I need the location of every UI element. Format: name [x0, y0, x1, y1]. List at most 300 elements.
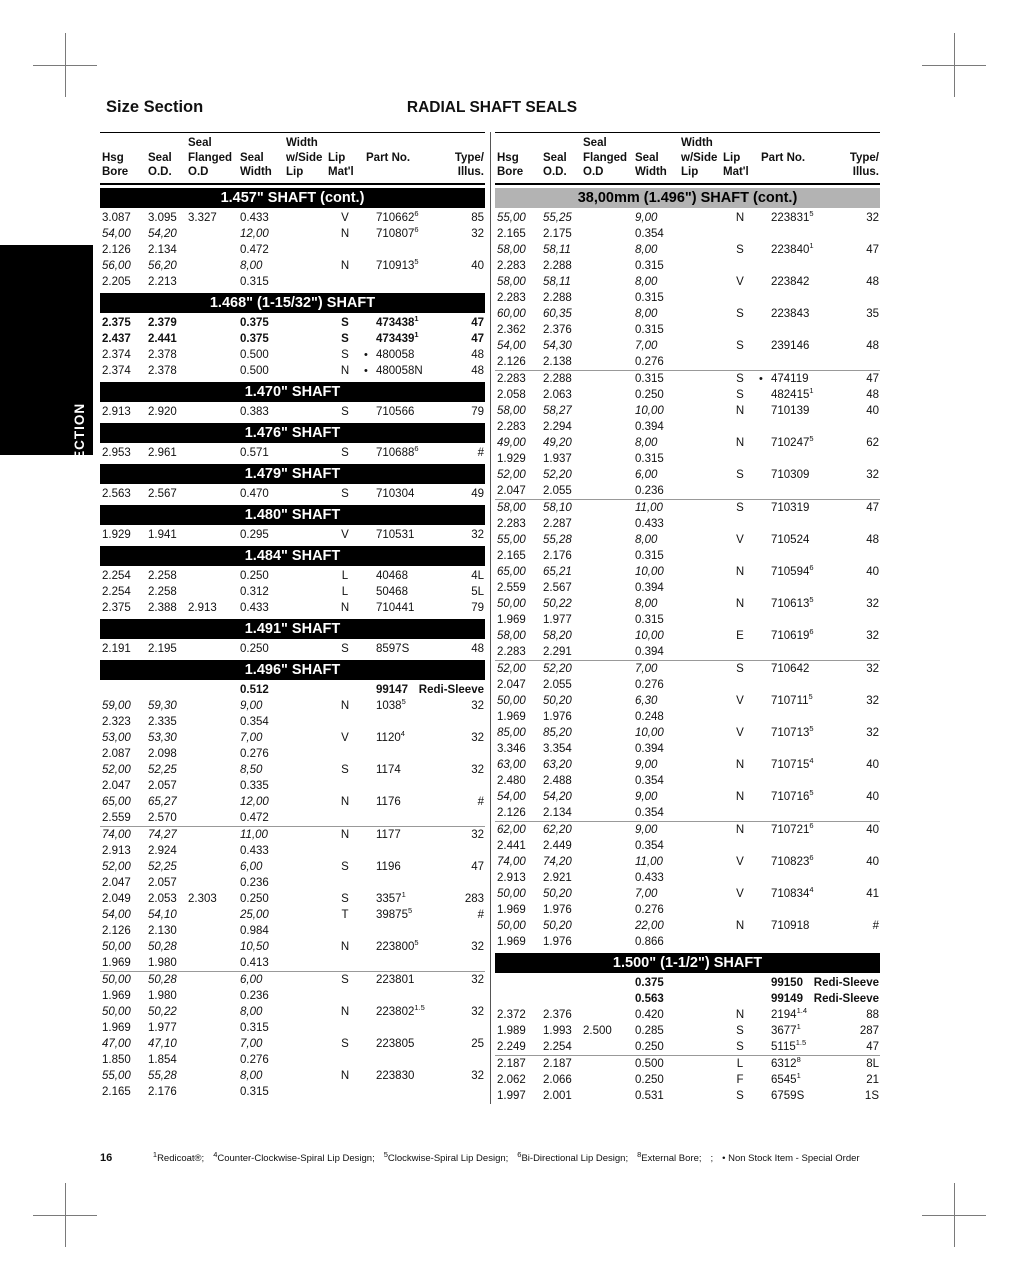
cell-part-no: 710662$^6$ [376, 208, 419, 224]
cell-seal-width: 0.315 [635, 613, 664, 626]
part-footnote-superscript: 1 [796, 1021, 801, 1031]
cell-part-no [759, 741, 843, 757]
cell-type-illus: 48 [866, 388, 879, 401]
cell-seal-width: 22,00 [635, 919, 664, 932]
cell-part-no [364, 955, 448, 971]
cell-hsg-bore: 2.283 [497, 420, 526, 433]
cell-width-wside-lip [679, 290, 721, 306]
cell-type-illus [843, 483, 880, 499]
cell-type-illus [843, 516, 880, 532]
table-row [100, 923, 485, 939]
cell-hsg-bore: 2.047 [102, 779, 131, 792]
column-divider [490, 132, 491, 1104]
cell-seal-od: 2.138 [543, 355, 572, 368]
table-row [495, 290, 880, 306]
cell-seal-width: 0.250 [635, 388, 664, 401]
cell-seal-width: 0.433 [240, 601, 269, 614]
cell-width-wside-lip [284, 810, 326, 826]
cell-seal-width: 9,00 [635, 758, 658, 771]
part-footnote-superscript: 5 [809, 594, 814, 604]
cell-seal-width: 8,00 [240, 1069, 263, 1082]
cell-lip-matl: S [736, 307, 744, 320]
cell-lip-matl: N [735, 823, 745, 836]
cell-hsg-bore: 2.283 [497, 517, 526, 530]
cell-lip-matl: S [736, 243, 744, 256]
cell-hsg-bore: 2.062 [497, 1073, 526, 1086]
table-row [495, 1055, 880, 1072]
cell-seal-od: 2.258 [148, 585, 177, 598]
header-type-illus: Type/ Illus. [849, 151, 879, 178]
cell-flanged-od [581, 451, 633, 467]
cell-type-illus: 40 [866, 758, 879, 771]
cell-part-no: 482415$^1$ [771, 385, 814, 401]
table-row [495, 677, 880, 693]
cell-seal-width: 11,00 [240, 828, 268, 841]
cell-hsg-bore: 2.126 [102, 243, 131, 256]
table-row [100, 226, 485, 242]
cell-seal-od: 52,25 [148, 860, 177, 873]
cell-flanged-od [186, 315, 238, 331]
cell-hsg-bore: 1.850 [102, 1053, 131, 1066]
cell-width-wside-lip [679, 532, 721, 548]
cell-type-illus [843, 709, 880, 725]
cell-seal-width: 8,00 [635, 307, 658, 320]
cell-hsg-bore: 2.087 [102, 747, 131, 760]
part-footnote-superscript: 1.4 [796, 1005, 808, 1015]
cell-seal-width: 0.420 [635, 1008, 664, 1021]
cell-hsg-bore: 2.913 [497, 871, 526, 884]
cell-part-no: 239146 [771, 339, 810, 352]
cell-hsg-bore: 50,00 [497, 597, 526, 610]
table-row [100, 258, 485, 274]
cell-type-illus [843, 580, 880, 596]
cell-seal-width: 6,00 [240, 860, 263, 873]
cell-seal-od: 2.376 [543, 1008, 572, 1021]
cell-type-illus: 47 [471, 316, 484, 329]
cell-seal-width: 0.433 [240, 211, 269, 224]
cell-lip-matl [721, 644, 759, 660]
cell-type-illus: 32 [471, 940, 484, 953]
header-type-illus: Type/ Illus. [454, 151, 484, 178]
cell-type-illus [843, 902, 880, 918]
header-part-no: Part No. [366, 151, 411, 164]
cell-seal-width: 12,00 [240, 227, 269, 240]
cell-type-illus: 40 [866, 404, 879, 417]
cell-seal-od: 50,22 [543, 597, 572, 610]
cell-type-illus: 79 [471, 405, 484, 418]
cell-part-no: 710688$^6$ [376, 443, 419, 459]
cell-part-no: 223831$^5$ [771, 208, 814, 224]
cell-width-wside-lip [284, 859, 326, 875]
cell-type-illus: 32 [866, 597, 879, 610]
table-row [100, 955, 485, 971]
tables-area [100, 132, 880, 1104]
cell-seal-od: 2.924 [148, 844, 177, 857]
cell-seal-od: 58,11 [543, 275, 571, 288]
table-row [100, 1020, 485, 1036]
cell-part-no [364, 242, 448, 258]
cell-seal-od: 2.063 [543, 388, 572, 401]
table-row [100, 331, 485, 347]
cell-type-illus: 32 [866, 694, 879, 707]
table-row [100, 714, 485, 730]
cell-hsg-bore: 52,00 [102, 860, 131, 873]
cell-width-wside-lip [284, 331, 326, 347]
table-row [495, 773, 880, 789]
cell-seal-width: 9,00 [635, 823, 658, 836]
crop-mark-bottom-right-v [954, 1183, 955, 1247]
cell-part-no: 1196 [376, 860, 401, 873]
cell-lip-matl: F [736, 1073, 744, 1086]
cell-seal-width: 10,00 [635, 404, 664, 417]
cell-type-illus: 85 [471, 211, 484, 224]
cell-seal-width: 0.250 [635, 1073, 664, 1086]
cell-type-illus [448, 810, 485, 826]
cell-hsg-bore: 1.969 [497, 935, 526, 948]
cell-hsg-bore: 2.375 [102, 316, 131, 329]
cell-lip-matl: S [736, 468, 744, 481]
cell-seal-od: 74,27 [148, 828, 177, 841]
cell-lip-matl: S [341, 332, 349, 345]
cell-hsg-bore: 63,00 [497, 758, 526, 771]
cell-type-illus: # [872, 919, 879, 932]
cell-part-no [364, 988, 448, 1004]
table-row [495, 918, 880, 934]
cell-seal-od: 49,20 [543, 436, 572, 449]
cell-type-illus: 47 [866, 372, 879, 385]
cell-seal-width: 0.315 [635, 549, 664, 562]
cell-type-illus: 32 [471, 973, 484, 986]
cell-lip-matl [721, 677, 759, 693]
cell-lip-matl: V [736, 275, 744, 288]
cell-flanged-od [186, 762, 238, 778]
cell-seal-width: 0.571 [240, 446, 269, 459]
cell-part-no: $5115^{1.5}$ [771, 1037, 807, 1053]
cell-type-illus: 47 [471, 860, 484, 873]
cell-flanged-od [186, 486, 238, 502]
cell-part-no [759, 805, 843, 821]
cell-hsg-bore: 60,00 [497, 307, 526, 320]
part-footnote-superscript: 5 [809, 208, 814, 218]
cell-lip-matl: L [736, 1057, 744, 1070]
cell-seal-width: 0.394 [635, 645, 664, 658]
section-header: 1.484" SHAFT [100, 546, 485, 566]
cell-seal-od: 85,20 [543, 726, 572, 739]
cell-flanged-od [186, 1036, 238, 1052]
cell-hsg-bore: 50,00 [102, 1005, 131, 1018]
cell-part-no: • 480058 [364, 348, 415, 361]
cell-part-no [759, 290, 843, 306]
cell-part-no [364, 843, 448, 859]
cell-lip-matl: L [341, 569, 349, 582]
cell-type-illus [448, 746, 485, 762]
footnote-item: $^6$Bi-Directional Lip Design; [517, 1149, 629, 1164]
cell-seal-od: 2.057 [148, 876, 177, 889]
cell-hsg-bore: 1.989 [497, 1024, 526, 1037]
cell-width-wside-lip [679, 596, 721, 612]
cell-lip-matl: S [341, 973, 349, 986]
cell-type-illus: 32 [471, 763, 484, 776]
cell-part-no: 6759S [771, 1089, 805, 1102]
cell-width-wside-lip [284, 843, 326, 859]
cell-lip-matl [326, 274, 364, 290]
cell-flanged-od [186, 527, 238, 543]
cell-width-wside-lip [284, 347, 326, 363]
cell-type-illus: 32 [471, 1005, 484, 1018]
cell-part-no [364, 746, 448, 762]
cell-width-wside-lip [679, 1039, 721, 1055]
cell-hsg-bore: 1.929 [102, 528, 131, 541]
cell-lip-matl: V [736, 533, 744, 546]
cell-type-illus: 88 [866, 1008, 879, 1021]
cell-part-no: 710823$^6$ [771, 852, 814, 868]
cell-lip-matl: N [735, 404, 745, 417]
cell-lip-matl: N [735, 1008, 745, 1021]
cell-seal-od: 54,10 [148, 908, 177, 921]
part-footnote-superscript: 6 [809, 852, 814, 862]
cell-hsg-bore [100, 682, 146, 698]
cell-flanged-od [186, 1020, 238, 1036]
cell-flanged-od [581, 290, 633, 306]
cell-seal-width: 0.531 [635, 1089, 664, 1102]
cell-part-no: 710834$^4$ [771, 884, 814, 900]
cell-type-illus: # [477, 795, 484, 808]
cell-flanged-od [581, 387, 633, 403]
table-row [495, 435, 880, 451]
cell-flanged-od [581, 242, 633, 258]
cell-seal-od: 56,20 [148, 259, 177, 272]
cell-lip-matl: S [736, 372, 744, 385]
non-stock-bullet: • [364, 348, 368, 361]
cell-hsg-bore: 62,00 [497, 823, 526, 836]
section-header: 38,00mm (1.496") SHAFT (cont.) [495, 188, 880, 208]
cell-hsg-bore: 2.953 [102, 446, 131, 459]
cell-lip-matl: S [341, 892, 349, 905]
cell-seal-width: 8,00 [240, 1005, 263, 1018]
cell-type-illus [843, 290, 880, 306]
cell-seal-od: 52,20 [543, 662, 572, 675]
cell-seal-width: 9,00 [635, 790, 658, 803]
cell-seal-width: 0.250 [635, 1040, 664, 1053]
table-row [100, 988, 485, 1004]
cell-lip-matl [326, 923, 364, 939]
cell-width-wside-lip [679, 371, 721, 387]
cell-flanged-od [186, 875, 238, 891]
cell-seal-width: 0.433 [240, 844, 269, 857]
cell-lip-matl: V [736, 726, 744, 739]
cell-width-wside-lip [284, 955, 326, 971]
cell-part-no: 710309 [771, 468, 810, 481]
table-row [100, 939, 485, 955]
cell-flanged-od [581, 403, 633, 419]
cell-width-wside-lip [679, 564, 721, 580]
table-row [495, 403, 880, 419]
cell-type-illus: 32 [866, 468, 879, 481]
cell-flanged-od [581, 226, 633, 242]
cell-lip-matl: N [735, 565, 745, 578]
cell-flanged-od [581, 886, 633, 902]
cell-part-no: 1174 [376, 763, 401, 776]
cell-flanged-od [186, 347, 238, 363]
cell-type-illus [843, 354, 880, 370]
cell-lip-matl [721, 709, 759, 725]
cell-hsg-bore: 50,00 [497, 919, 526, 932]
header-seal-od: Seal O.D. [543, 151, 567, 178]
table-row [495, 1023, 880, 1039]
cell-hsg-bore: 50,00 [102, 973, 131, 986]
cell-type-illus [843, 838, 880, 854]
cell-width-wside-lip [284, 1020, 326, 1036]
cell-seal-width: 12,00 [240, 795, 269, 808]
cell-part-no: 710531 [376, 528, 415, 541]
cell-seal-width: 0.315 [635, 372, 664, 385]
cell-seal-od: 52,25 [148, 763, 177, 776]
page-footer [100, 1149, 980, 1164]
cell-seal-width: 8,00 [635, 275, 658, 288]
part-footnote-superscript: 5 [414, 937, 419, 947]
cell-hsg-bore: 1.969 [102, 989, 131, 1002]
cell-type-illus [843, 226, 880, 242]
cell-width-wside-lip [284, 1084, 326, 1100]
cell-flanged-od [581, 322, 633, 338]
cell-part-no: 710524 [771, 533, 810, 546]
cell-flanged-od [186, 859, 238, 875]
cell-flanged-od [581, 1088, 633, 1104]
cell-type-illus: 5L [471, 585, 484, 598]
cell-seal-width: 0.866 [635, 935, 664, 948]
table-row [100, 600, 485, 616]
cell-type-illus [843, 741, 880, 757]
size-section-side-tab [0, 245, 93, 509]
cell-type-illus: 32 [866, 629, 879, 642]
cell-seal-width: 6,00 [240, 973, 263, 986]
cell-type-illus: 48 [471, 642, 484, 655]
part-footnote-superscript: 5 [809, 433, 814, 443]
title-bar [100, 98, 880, 132]
cell-hsg-bore: 2.559 [102, 811, 131, 824]
table-row [495, 725, 880, 741]
cell-lip-matl [326, 778, 364, 794]
part-footnote-superscript: 1 [809, 240, 814, 250]
section-header: 1.468" (1-15/32") SHAFT [100, 293, 485, 313]
cell-part-no [759, 483, 843, 499]
cell-seal-od: 55,28 [543, 533, 572, 546]
table-row [495, 693, 880, 709]
cell-seal-width: 0.500 [240, 364, 269, 377]
cell-width-wside-lip [679, 274, 721, 290]
cell-seal-od: 65,27 [148, 795, 177, 808]
cell-part-no [759, 451, 843, 467]
cell-seal-od: 2.294 [543, 420, 572, 433]
cell-flanged-od [581, 773, 633, 789]
section-header: 1.480" SHAFT [100, 505, 485, 525]
cell-part-no: 710713$^5$ [771, 723, 814, 739]
non-stock-bullet: • [364, 364, 368, 377]
cell-part-no: 1177 [376, 828, 401, 841]
cell-hsg-bore: 2.165 [497, 227, 526, 240]
cell-type-illus [448, 274, 485, 290]
table-row [495, 934, 880, 950]
cell-width-wside-lip [679, 451, 721, 467]
cell-width-wside-lip [284, 363, 326, 379]
cell-type-illus: 49 [471, 487, 484, 500]
part-footnote-superscript: 6 [809, 562, 814, 572]
cell-lip-matl [326, 810, 364, 826]
cell-seal-od: 3.095 [148, 211, 177, 224]
cell-seal-width: 6,00 [635, 468, 658, 481]
section-header: 1.500" (1-1/2") SHAFT [495, 953, 880, 973]
footnote-item: • Non Stock Item - Special Order [722, 1153, 860, 1164]
cell-lip-matl: S [341, 860, 349, 873]
cell-lip-matl: S [341, 763, 349, 776]
cell-flanged-od [186, 363, 238, 379]
cell-seal-width: 0.315 [240, 1021, 269, 1034]
cell-type-illus: 32 [471, 731, 484, 744]
part-footnote-superscript: 5 [808, 691, 813, 701]
cell-hsg-bore: 50,00 [497, 694, 526, 707]
cell-lip-matl: L [341, 585, 349, 598]
cell-hsg-bore: 2.375 [102, 601, 131, 614]
cell-type-illus [843, 322, 880, 338]
cell-width-wside-lip [679, 1056, 721, 1072]
cell-seal-od: 54,20 [148, 227, 177, 240]
table-row [100, 1052, 485, 1068]
cell-type-illus [448, 1084, 485, 1100]
part-footnote-superscript: 1 [796, 1070, 801, 1080]
cell-flanged-od [581, 371, 633, 387]
cell-width-wside-lip [679, 387, 721, 403]
cell-flanged-od [581, 1072, 633, 1088]
crop-mark-top-left-v [65, 33, 66, 97]
cell-type-illus [448, 1052, 485, 1068]
cell-lip-matl: V [341, 731, 349, 744]
cell-type-illus [448, 955, 485, 971]
table-row [100, 971, 485, 988]
cell-lip-matl: S [341, 1037, 349, 1050]
cell-type-illus: 41 [866, 887, 879, 900]
cell-part-no [759, 516, 843, 532]
cell-hsg-bore: 2.047 [497, 678, 526, 691]
cell-part-no: 8597S [376, 642, 410, 655]
cell-seal-od: 2.920 [148, 405, 177, 418]
cell-width-wside-lip [679, 934, 721, 950]
cell-width-wside-lip [284, 907, 326, 923]
cell-type-illus: 32 [471, 528, 484, 541]
cell-seal-od: 58,27 [543, 404, 572, 417]
cell-type-illus: # [477, 908, 484, 921]
cell-seal-width: 25,00 [240, 908, 269, 921]
cell-width-wside-lip [284, 682, 326, 698]
table-row [495, 274, 880, 290]
table-row [495, 709, 880, 725]
table-row [495, 226, 880, 242]
table-row [495, 902, 880, 918]
cell-part-no: $2194^{1.4}$ [771, 1005, 808, 1021]
cell-seal-od: 50,20 [543, 694, 572, 707]
cell-width-wside-lip [679, 918, 721, 934]
cell-seal-od: 50,28 [148, 973, 177, 986]
table-row [100, 778, 485, 794]
cell-seal-width: 0.512 [240, 683, 269, 696]
cell-seal-od [541, 975, 581, 991]
cell-width-wside-lip [284, 445, 326, 461]
cell-type-illus: 62 [866, 436, 879, 449]
part-footnote-superscript: 6 [414, 443, 419, 453]
cell-flanged-od [186, 258, 238, 274]
cell-lip-matl [326, 843, 364, 859]
cell-seal-od: 52,20 [543, 468, 572, 481]
cell-width-wside-lip [284, 568, 326, 584]
